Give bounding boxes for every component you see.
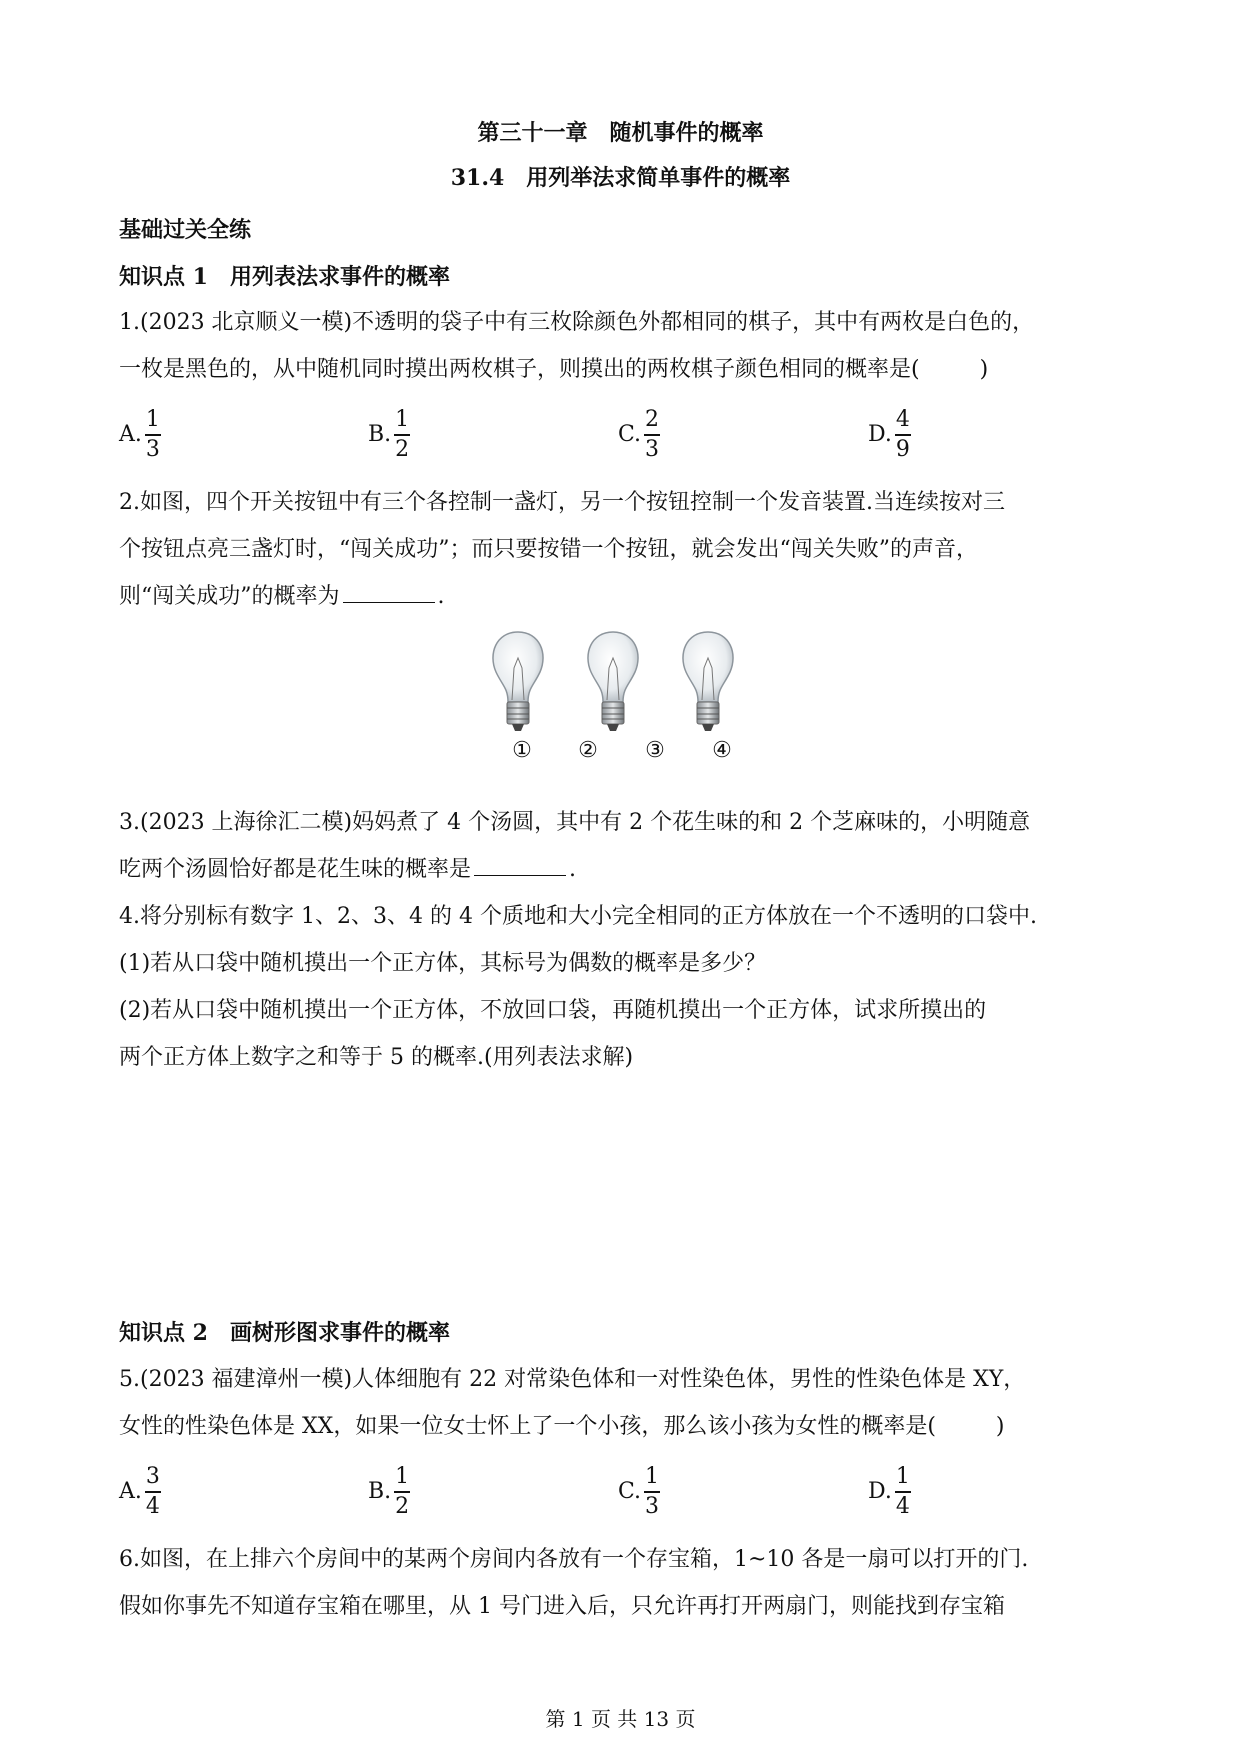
fraction-bar [644,434,660,436]
q5-option-c-fraction [643,1465,661,1519]
q6-line-2: 假如你事先不知道存宝箱在哪里，从 1 号门进入后，只允许再打开两扇门，则能找到存宝箱 [119,1594,1005,1619]
q5-option-d-denominator: 4 [895,1493,910,1519]
q1-line-1: 1.(2023 北京顺义一模)不透明的袋子中有三枚除颜色外都相同的棋子，其中有两枚是白色的， [119,310,1035,335]
fraction-bar [895,1491,911,1493]
q1-option-a [119,408,162,462]
q1-option-a-fraction [144,408,162,462]
q5-option-a-numerator: 3 [145,1464,160,1489]
q1-paren-close: ) [979,357,989,382]
q5-option-a-letter: A. [119,1478,142,1504]
q1-option-a-denominator: 3 [145,436,160,462]
page-footer: 第 1 页 共 13 页 [545,1707,696,1731]
q1-option-c [618,408,661,462]
q1-option-b-denominator: 2 [395,436,410,462]
fraction-bar [394,1491,410,1493]
q5-option-b [368,1465,411,1519]
q3-stem-text: 吃两个汤圆恰好都是花生味的概率是 [119,857,472,882]
q1-option-d-fraction [894,408,912,462]
q2-line-3 [119,582,445,612]
q1-stem-text: 一枚是黑色的，从中随机同时摸出两枚棋子，则摸出的两枚棋子颜色相同的概率是( [119,357,920,382]
q5-option-b-fraction [393,1465,411,1519]
light-bulb-icon [493,632,543,731]
q1-option-c-numerator: 2 [645,407,660,432]
q5-stem-text: 女性的性染色体是 XX，如果一位女士怀上了一个小孩，那么该小孩为女性的概率是( [119,1414,936,1439]
q2-stem-text: 则“闯关成功”的概率为 [119,584,340,609]
q5-option-b-denominator: 2 [395,1493,410,1519]
q1-line-2 [119,355,988,385]
q1-option-c-letter: C. [618,421,642,447]
q6-line-1: 6.如图，在上排六个房间中的某两个房间内各放有一个存宝箱，1~10 各是一扇可以打开的门. [119,1547,1029,1572]
light-bulb-icon [588,632,638,731]
q5-option-a [119,1465,162,1519]
q1-option-b-letter: B. [368,421,392,447]
q4-part-2-line-1: (2)若从口袋中随机摸出一个正方体，不放回口袋，再随机摸出一个正方体，试求所摸出的 [119,998,987,1023]
q2-answer-blank [343,582,435,603]
q5-option-c-numerator: 1 [645,1464,660,1489]
fraction-bar [145,434,161,436]
q5-option-c [618,1465,661,1519]
q1-option-d-numerator: 4 [895,407,910,432]
q5-option-c-letter: C. [618,1478,642,1504]
q5-option-d-numerator: 1 [895,1464,910,1489]
knowledge-point-2-title: 知识点 2 画树形图求事件的概率 [119,1320,450,1346]
q4-part-1: (1)若从口袋中随机摸出一个正方体，其标号为偶数的概率是多少？ [119,951,767,976]
chapter-title: 第三十一章 随机事件的概率 [477,120,764,146]
part-title: 基础过关全练 [119,217,252,243]
q1-option-d-letter: D. [868,421,892,447]
q3-answer-blank [474,855,566,876]
q5-line-2 [119,1412,1005,1442]
q5-option-d-fraction [894,1465,912,1519]
q3-line-2 [119,855,576,885]
q1-option-c-denominator: 3 [645,436,660,462]
q3-period: . [569,857,577,882]
q5-option-a-denominator: 4 [145,1493,160,1519]
fraction-bar [895,434,911,436]
q3-line-1: 3.(2023 上海徐汇二模)妈妈煮了 4 个汤圆，其中有 2 个花生味的和 2 个芝麻味的，小明随意 [119,810,1031,835]
q2-period: . [437,584,445,609]
q1-option-b-numerator: 1 [395,407,410,432]
knowledge-point-1-title: 知识点 1 用列表法求事件的概率 [119,264,450,290]
q1-option-a-numerator: 1 [145,407,160,432]
q1-option-b-fraction [393,408,411,462]
q2-line-2: 个按钮点亮三盏灯时，“闯关成功”；而只要按错一个按钮，就会发出“闯关失败”的声音， [119,537,978,562]
q1-option-d-denominator: 9 [895,436,910,462]
section-title: 31.4 用列举法求简单事件的概率 [450,165,791,191]
button-label-3: ③ [645,738,665,763]
q1-option-b [368,408,411,462]
q5-paren-close: ) [995,1414,1005,1439]
fraction-bar [644,1491,660,1493]
q4-part-2-line-2: 两个正方体上数字之和等于 5 的概率.(用列表法求解) [119,1045,634,1070]
q2-line-1: 2.如图，四个开关按钮中有三个各控制一盏灯，另一个按钮控制一个发音装置.当连续按对三 [119,490,1005,515]
q1-option-d [868,408,912,462]
q5-option-b-numerator: 1 [395,1464,410,1489]
q1-option-a-letter: A. [119,421,142,447]
fraction-bar [145,1491,161,1493]
fraction-bar [394,434,410,436]
q5-option-b-letter: B. [368,1478,392,1504]
light-bulb-icon [683,632,733,731]
q4-line-1: 4.将分别标有数字 1、2、3、4 的 4 个质地和大小完全相同的正方体放在一个不透明的口袋中. [119,904,1037,929]
button-label-4: ④ [712,738,732,763]
q1-option-c-fraction [643,408,661,462]
button-label-2: ② [578,738,598,763]
button-label-1: ① [512,738,532,763]
q5-option-d-letter: D. [868,1478,892,1504]
q5-option-d [868,1465,912,1519]
q5-option-c-denominator: 3 [645,1493,660,1519]
q5-option-a-fraction [144,1465,162,1519]
q5-line-1: 5.(2023 福建漳州一模)人体细胞有 22 对常染色体和一对性染色体，男性的性染色体是 XY， [119,1367,1026,1392]
